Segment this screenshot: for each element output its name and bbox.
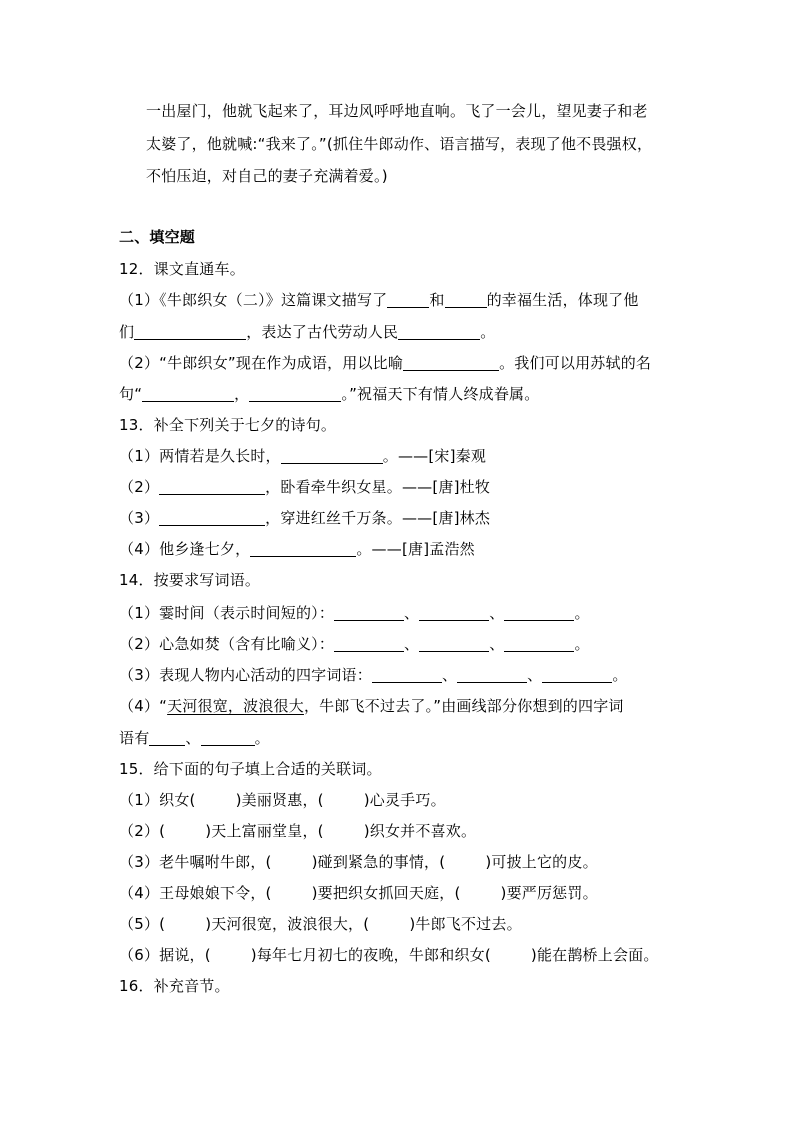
intro-line-2: 太婆了，他就喊:“我来了。”(抓住牛郎动作、语言描写，表现了他不畏强权， — [146, 135, 653, 153]
q15-item-6: （6）据说，( )每年七月初七的夜晚，牛郎和织女( )能在鹊桥上会面。 — [119, 946, 659, 964]
q16-title: 16．补充音节。 — [119, 977, 230, 995]
q13-item-4: （4）他乡逢七夕， 。——[唐]孟浩然 — [119, 540, 475, 558]
q15-title: 15．给下面的句子填上合适的关联词。 — [119, 760, 382, 778]
q15-item-3: （3）老牛嘱咐牛郎，( )碰到紧急的事情，( )可披上它的皮。 — [119, 853, 598, 871]
answer-blank[interactable] — [542, 666, 612, 683]
answer-blank[interactable] — [334, 604, 404, 621]
q12-part2-line2: 句“ ， 。”祝福天下有情人终成眷属。 — [119, 385, 540, 403]
answer-blank[interactable] — [372, 666, 442, 683]
q13-title: 13．补全下列关于七夕的诗句。 — [119, 416, 337, 434]
q14-item-3: （3）表现人物内心活动的四字词语： 、 、 。 — [119, 666, 628, 684]
q15-item-1: （1）织女( )美丽贤惠，( )心灵手巧。 — [119, 791, 446, 809]
q12-title: 12．课文直通车。 — [119, 260, 245, 278]
q14-item-4-line2: 语有 、 。 — [119, 729, 270, 747]
answer-blank[interactable] — [504, 635, 574, 652]
answer-blank[interactable] — [419, 604, 489, 621]
answer-blank[interactable] — [504, 604, 574, 621]
answer-blank[interactable] — [445, 291, 487, 308]
answer-blank[interactable] — [142, 385, 234, 402]
answer-blank[interactable] — [149, 729, 185, 746]
q12-part1-line2: 们 ，表达了古代劳动人民 。 — [119, 323, 496, 341]
answer-blank[interactable] — [201, 729, 255, 746]
answer-blank[interactable] — [250, 540, 356, 557]
answer-blank[interactable] — [281, 447, 383, 464]
q14-item-2: （2）心急如焚（含有比喻义）： 、 、 。 — [119, 635, 590, 653]
answer-blank[interactable] — [419, 635, 489, 652]
intro-line-3: 不怕压迫，对自己的妻子充满着爱。) — [146, 167, 388, 185]
answer-blank[interactable] — [457, 666, 527, 683]
q12-part2-line1: （2）“牛郎织女”现在作为成语，用以比喻 。我们可以用苏轼的名 — [119, 354, 652, 372]
q12-part1-line1: （1）《牛郎织女（二）》这篇课文描写了 和 的幸福生活，体现了他 — [119, 291, 639, 309]
underlined-phrase: 天河很宽，波浪很大 — [167, 697, 304, 715]
q15-item-4: （4）王母娘娘下令，( )要把织女抓回天庭，( )要严厉惩罚。 — [119, 884, 598, 902]
q15-item-2: （2）( )天上富丽堂皇，( )织女并不喜欢。 — [119, 822, 477, 840]
answer-blank[interactable] — [334, 635, 404, 652]
q14-title: 14．按要求写词语。 — [119, 571, 261, 589]
answer-blank[interactable] — [249, 385, 341, 402]
q14-item-1: （1）霎时间（表示时间短的）： 、 、 。 — [119, 604, 590, 622]
q13-item-3: （3） ，穿进红丝千万条。——[唐]林杰 — [119, 509, 491, 527]
section-title: 二、填空题 — [119, 228, 196, 246]
answer-blank[interactable] — [159, 478, 265, 495]
q14-item-4-line1: （4）“天河很宽，波浪很大，牛郎飞不过去了。”由画线部分你想到的四字词 — [119, 697, 624, 715]
q15-item-5: （5）( )天河很宽，波浪很大，( )牛郎飞不过去。 — [119, 915, 522, 933]
intro-line-1: 一出屋门，他就飞起来了，耳边风呼呼地直响。飞了一会儿，望见妻子和老 — [146, 102, 648, 120]
answer-blank[interactable] — [403, 354, 499, 371]
answer-blank[interactable] — [387, 291, 429, 308]
q13-item-1: （1）两情若是久长时， 。——[宋]秦观 — [119, 447, 487, 465]
answer-blank[interactable] — [159, 509, 265, 526]
answer-blank[interactable] — [134, 323, 246, 340]
q13-item-2: （2） ，卧看牵牛织女星。——[唐]杜牧 — [119, 478, 491, 496]
answer-blank[interactable] — [398, 323, 480, 340]
